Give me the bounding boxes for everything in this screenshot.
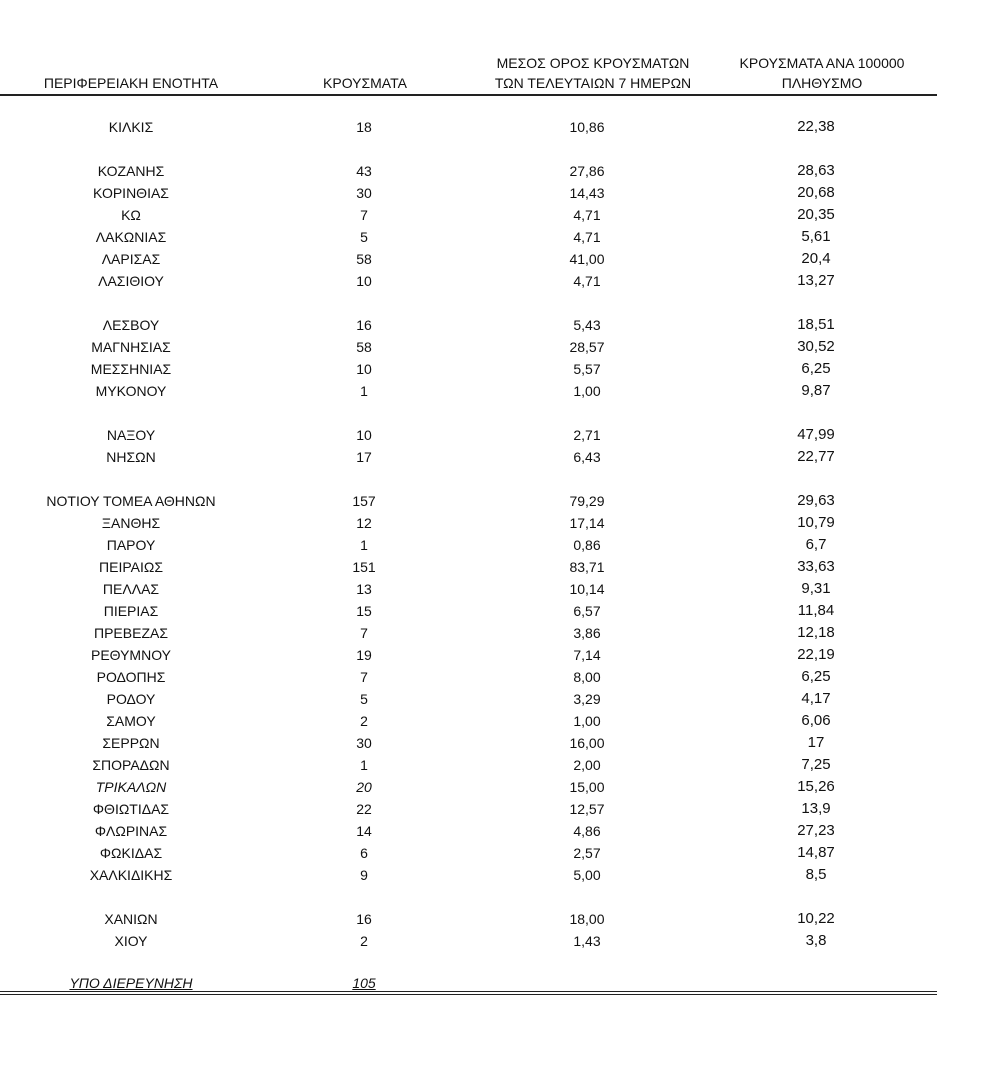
cell-per100k: 10,22 xyxy=(797,910,835,927)
table-row xyxy=(0,776,937,798)
cell-region: ΧΑΛΚΙΔΙΚΗΣ xyxy=(89,867,173,883)
footer-label: ΥΠΟ ΔΙΕΡΕΥΝΗΣΗ xyxy=(69,975,193,991)
cell-per100k: 29,63 xyxy=(797,492,835,509)
cell-region: ΣΑΜΟΥ xyxy=(106,713,156,729)
cell-per100k: 27,23 xyxy=(797,822,835,839)
cell-per100k: 6,25 xyxy=(801,360,831,377)
table-row xyxy=(0,930,937,952)
header-per100k xyxy=(712,53,932,93)
table-row xyxy=(0,798,937,820)
cell-per100k: 47,99 xyxy=(797,426,835,443)
table-row xyxy=(0,842,937,864)
cell-per100k: 10,79 xyxy=(797,514,835,531)
header-per100k-line1: ΚΡΟΥΣΜΑΤΑ ΑΝΑ 100000 xyxy=(739,55,905,71)
cell-per100k: 11,84 xyxy=(797,602,835,619)
cell-region: ΞΑΝΘΗΣ xyxy=(101,515,161,531)
cell-per100k: 28,63 xyxy=(797,162,835,179)
cell-region: ΛΑΣΙΘΙΟΥ xyxy=(98,273,164,289)
cell-cases: 7 xyxy=(360,625,368,641)
cell-region: ΣΕΡΡΩΝ xyxy=(102,735,160,751)
cell-per100k: 12,18 xyxy=(797,624,835,641)
cell-cases: 16 xyxy=(356,911,372,927)
cell-per100k: 17 xyxy=(807,734,825,751)
footer-divider-bottom xyxy=(0,994,937,995)
cell-cases: 15 xyxy=(356,603,372,619)
table-row xyxy=(0,534,937,556)
cell-avg: 83,71 xyxy=(569,559,605,575)
table-row xyxy=(0,248,937,270)
table-row xyxy=(0,314,937,336)
table-row xyxy=(0,380,937,402)
header-cases xyxy=(300,73,430,93)
cell-avg: 14,43 xyxy=(569,185,605,201)
cell-per100k: 13,27 xyxy=(797,272,835,289)
cell-avg: 8,00 xyxy=(573,669,601,685)
cell-cases: 58 xyxy=(356,251,372,267)
table-row xyxy=(0,446,937,468)
cell-avg: 10,14 xyxy=(569,581,605,597)
cell-per100k: 22,38 xyxy=(797,118,835,135)
table-row xyxy=(0,556,937,578)
cell-cases: 22 xyxy=(356,801,372,817)
cell-avg: 2,57 xyxy=(573,845,601,861)
table-row xyxy=(0,908,937,930)
table-row xyxy=(0,424,937,446)
cell-cases: 6 xyxy=(360,845,368,861)
cell-per100k: 3,8 xyxy=(805,932,827,949)
table-row xyxy=(0,666,937,688)
cell-per100k: 8,5 xyxy=(805,866,827,883)
cell-region: ΜΥΚΟΝΟΥ xyxy=(95,383,167,399)
cell-per100k: 6,25 xyxy=(801,668,831,685)
cell-cases: 12 xyxy=(356,515,372,531)
cell-region: ΜΕΣΣΗΝΙΑΣ xyxy=(90,361,172,377)
data-table-body xyxy=(0,116,937,952)
cell-avg: 6,43 xyxy=(573,449,601,465)
cell-per100k: 9,31 xyxy=(801,580,831,597)
cell-avg: 3,29 xyxy=(573,691,601,707)
cell-cases: 10 xyxy=(356,427,372,443)
table-row xyxy=(0,270,937,292)
cell-region: ΦΛΩΡΙΝΑΣ xyxy=(94,823,168,839)
cell-cases: 9 xyxy=(360,867,368,883)
cell-cases: 58 xyxy=(356,339,372,355)
cell-region: ΝΗΣΩΝ xyxy=(106,449,156,465)
cell-per100k: 14,87 xyxy=(797,844,835,861)
header-per100k-line2: ΠΛΗΘΥΣΜΟ xyxy=(781,75,863,91)
cell-per100k: 22,19 xyxy=(797,646,835,663)
cell-per100k: 6,7 xyxy=(805,536,827,553)
cell-per100k: 30,52 xyxy=(797,338,835,355)
table-row xyxy=(0,820,937,842)
footer-value: 105 xyxy=(352,975,376,991)
cell-cases: 1 xyxy=(360,383,368,399)
cell-avg: 4,86 xyxy=(573,823,601,839)
cell-avg: 1,43 xyxy=(573,933,601,949)
cell-avg: 18,00 xyxy=(569,911,605,927)
footer-divider-top xyxy=(0,991,937,992)
cell-per100k: 22,77 xyxy=(797,448,835,465)
header-region xyxy=(0,73,262,93)
cell-cases: 14 xyxy=(356,823,372,839)
cell-cases: 157 xyxy=(352,493,376,509)
cell-cases: 2 xyxy=(360,933,368,949)
cell-region: ΠΕΛΛΑΣ xyxy=(102,581,160,597)
cell-avg: 10,86 xyxy=(569,119,605,135)
cell-avg: 79,29 xyxy=(569,493,605,509)
cell-region: ΚΙΛΚΙΣ xyxy=(108,119,154,135)
cell-per100k: 20,35 xyxy=(797,206,835,223)
cell-cases: 5 xyxy=(360,691,368,707)
cell-avg: 17,14 xyxy=(569,515,605,531)
cell-cases: 7 xyxy=(360,669,368,685)
cell-cases: 13 xyxy=(356,581,372,597)
table-row xyxy=(0,226,937,248)
cell-cases: 43 xyxy=(356,163,372,179)
cell-region: ΡΟΔΟΥ xyxy=(106,691,156,707)
cell-region: ΠΕΙΡΑΙΩΣ xyxy=(99,559,163,575)
cell-region: ΚΩ xyxy=(121,207,141,223)
cell-region: ΦΩΚΙΔΑΣ xyxy=(99,845,163,861)
table-row xyxy=(0,622,937,644)
header-cases-label: ΚΡΟΥΣΜΑΤΑ xyxy=(323,75,407,91)
header-avg-line2: ΤΩΝ ΤΕΛΕΥΤΑΙΩΝ 7 ΗΜΕΡΩΝ xyxy=(494,75,692,91)
table-row xyxy=(0,182,937,204)
cell-cases: 20 xyxy=(356,779,372,795)
header-region-label: ΠΕΡΙΦΕΡΕΙΑΚΗ ΕΝΟΤΗΤΑ xyxy=(43,75,219,91)
cell-avg: 1,00 xyxy=(573,713,601,729)
cell-avg: 41,00 xyxy=(569,251,605,267)
cell-region: ΚΟΡΙΝΘΙΑΣ xyxy=(93,185,169,201)
table-row xyxy=(0,512,937,534)
cell-avg: 1,00 xyxy=(573,383,601,399)
footer-row xyxy=(0,973,937,993)
cell-cases: 151 xyxy=(352,559,376,575)
table-row xyxy=(0,490,937,512)
cell-region: ΝΟΤΙΟΥ ΤΟΜΕΑ ΑΘΗΝΩΝ xyxy=(46,493,216,509)
cell-region: ΡΟΔΟΠΗΣ xyxy=(96,669,166,685)
cell-region: ΠΡΕΒΕΖΑΣ xyxy=(93,625,168,641)
cell-avg: 7,14 xyxy=(573,647,601,663)
table-row xyxy=(0,358,937,380)
table-row xyxy=(0,336,937,358)
cell-avg: 5,00 xyxy=(573,867,601,883)
table-row xyxy=(0,644,937,666)
cell-region: ΝΑΞΟΥ xyxy=(106,427,156,443)
cell-region: ΛΑΡΙΣΑΣ xyxy=(101,251,161,267)
cell-cases: 30 xyxy=(356,735,372,751)
cell-per100k: 7,25 xyxy=(801,756,831,773)
cell-cases: 16 xyxy=(356,317,372,333)
cell-per100k: 15,26 xyxy=(797,778,835,795)
table-row xyxy=(0,578,937,600)
cell-per100k: 33,63 xyxy=(797,558,835,575)
cell-region: ΚΟΖΑΝΗΣ xyxy=(97,163,165,179)
header-divider xyxy=(0,94,937,96)
cell-per100k: 6,06 xyxy=(801,712,831,729)
header-avg xyxy=(470,53,716,93)
cell-avg: 28,57 xyxy=(569,339,605,355)
cell-per100k: 9,87 xyxy=(801,382,831,399)
cell-region: ΛΕΣΒΟΥ xyxy=(102,317,160,333)
cell-cases: 5 xyxy=(360,229,368,245)
table-row xyxy=(0,688,937,710)
cell-cases: 10 xyxy=(356,273,372,289)
cell-cases: 17 xyxy=(356,449,372,465)
cell-avg: 6,57 xyxy=(573,603,601,619)
table-row xyxy=(0,864,937,886)
cell-avg: 4,71 xyxy=(573,273,601,289)
cell-per100k: 20,4 xyxy=(801,250,831,267)
cell-per100k: 5,61 xyxy=(801,228,831,245)
cell-cases: 30 xyxy=(356,185,372,201)
cell-region: ΛΑΚΩΝΙΑΣ xyxy=(95,229,167,245)
cell-region: ΠΙΕΡΙΑΣ xyxy=(103,603,159,619)
cell-region: ΤΡΙΚΑΛΩΝ xyxy=(95,779,167,795)
table-row xyxy=(0,710,937,732)
table-row xyxy=(0,204,937,226)
cell-region: ΣΠΟΡΑΔΩΝ xyxy=(92,757,170,773)
cell-avg: 2,71 xyxy=(573,427,601,443)
cell-region: ΜΑΓΝΗΣΙΑΣ xyxy=(91,339,171,355)
cell-cases: 19 xyxy=(356,647,372,663)
cell-region: ΡΕΘΥΜΝΟΥ xyxy=(90,647,171,663)
cell-cases: 18 xyxy=(356,119,372,135)
cell-avg: 27,86 xyxy=(569,163,605,179)
table-row xyxy=(0,160,937,182)
header-avg-line1: ΜΕΣΟΣ ΟΡΟΣ ΚΡΟΥΣΜΑΤΩΝ xyxy=(496,55,690,71)
cell-avg: 4,71 xyxy=(573,229,601,245)
cell-per100k: 13,9 xyxy=(801,800,831,817)
cell-avg: 5,57 xyxy=(573,361,601,377)
cell-avg: 4,71 xyxy=(573,207,601,223)
cell-avg: 15,00 xyxy=(569,779,605,795)
cell-cases: 10 xyxy=(356,361,372,377)
cell-cases: 1 xyxy=(360,757,368,773)
cell-avg: 16,00 xyxy=(569,735,605,751)
table-row xyxy=(0,732,937,754)
cell-region: ΦΘΙΩΤΙΔΑΣ xyxy=(92,801,170,817)
table-row xyxy=(0,600,937,622)
table-row xyxy=(0,116,937,138)
cell-avg: 3,86 xyxy=(573,625,601,641)
cell-per100k: 4,17 xyxy=(801,690,831,707)
cell-cases: 1 xyxy=(360,537,368,553)
cell-region: ΧΑΝΙΩΝ xyxy=(104,911,158,927)
cell-cases: 2 xyxy=(360,713,368,729)
cell-avg: 5,43 xyxy=(573,317,601,333)
cell-avg: 2,00 xyxy=(573,757,601,773)
cell-region: ΧΙΟΥ xyxy=(114,933,148,949)
table-row xyxy=(0,754,937,776)
cell-per100k: 18,51 xyxy=(797,316,835,333)
cell-avg: 12,57 xyxy=(569,801,605,817)
cell-cases: 7 xyxy=(360,207,368,223)
cell-region: ΠΑΡΟΥ xyxy=(106,537,156,553)
cell-avg: 0,86 xyxy=(573,537,601,553)
cell-per100k: 20,68 xyxy=(797,184,835,201)
